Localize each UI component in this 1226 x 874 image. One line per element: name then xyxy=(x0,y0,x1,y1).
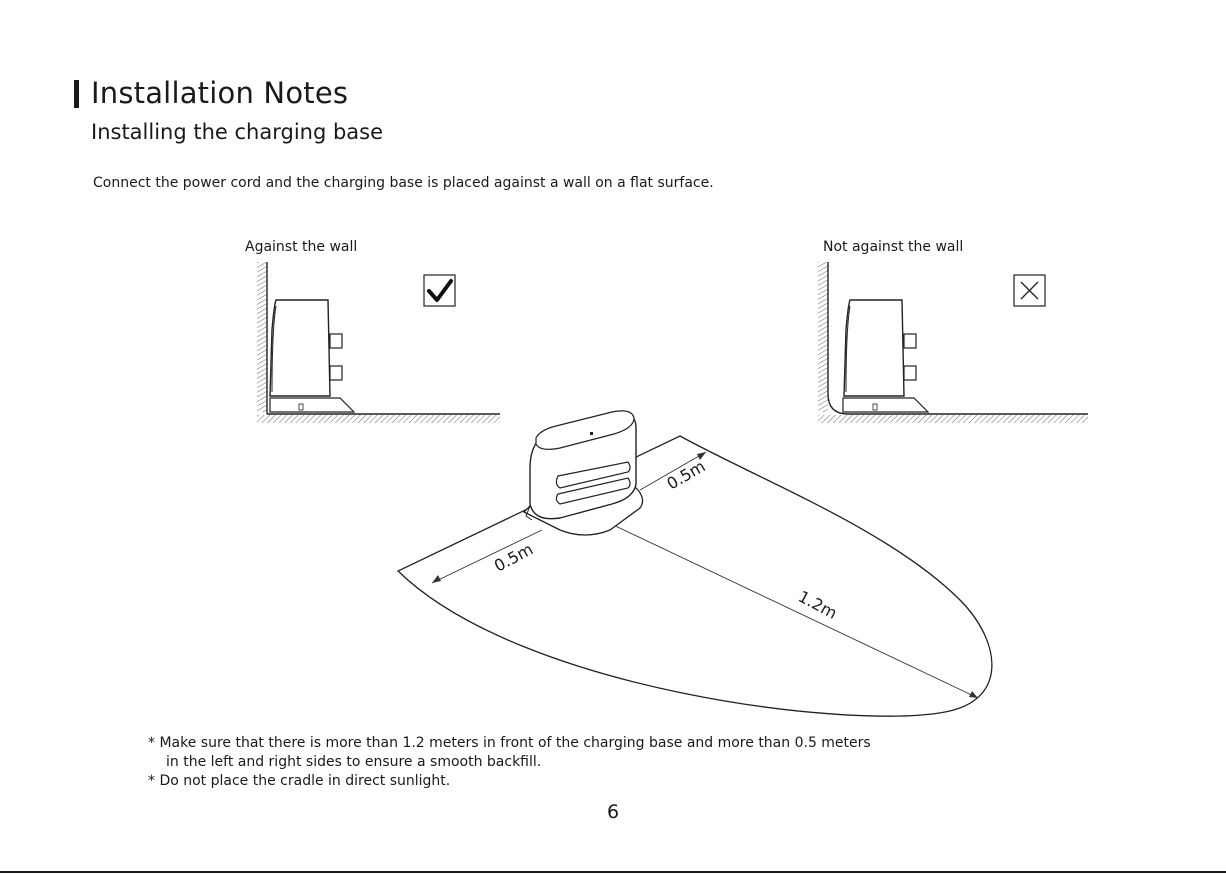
notes-block xyxy=(148,734,871,791)
charging-base-3d xyxy=(524,411,643,535)
wall-hatch xyxy=(818,262,828,412)
floor-hatch xyxy=(257,415,500,423)
page-number: 6 xyxy=(606,801,620,823)
note-line: * Do not place the cradle in direct sunlight. xyxy=(148,773,451,789)
contact-top xyxy=(330,334,342,348)
label-right-clearance: 0.5m xyxy=(663,456,709,494)
base-foot xyxy=(843,398,928,412)
label-left-clearance: 0.5m xyxy=(490,539,537,576)
page-title: Installation Notes xyxy=(91,76,349,110)
base-body xyxy=(844,300,904,396)
good-example-label: Against the wall xyxy=(245,239,358,255)
bad-example-label: Not against the wall xyxy=(823,239,964,255)
good-example-illustration xyxy=(257,262,500,423)
section-subtitle: Installing the charging base xyxy=(91,120,384,144)
contact-top xyxy=(904,334,916,348)
floor-hatch xyxy=(818,415,1088,423)
base-body xyxy=(270,300,330,396)
wall-hatch xyxy=(257,262,267,412)
bottom-rule xyxy=(0,871,1226,873)
bad-example-illustration xyxy=(818,262,1088,423)
contact-bottom xyxy=(330,366,342,380)
note-line: * Make sure that there is more than 1.2 meters in front of the charging base and more than 0.5 meters xyxy=(148,735,871,751)
base-foot xyxy=(270,398,354,412)
note-line: in the left and right sides to ensure a smooth backfill. xyxy=(166,754,542,770)
label-front-clearance: 1.2m xyxy=(795,586,841,623)
contact-bottom xyxy=(904,366,916,380)
front-dimension-line xyxy=(607,522,978,698)
intro-text: Connect the power cord and the charging base is placed against a wall on a flat surface. xyxy=(93,175,714,191)
clearance-zone xyxy=(398,411,992,716)
